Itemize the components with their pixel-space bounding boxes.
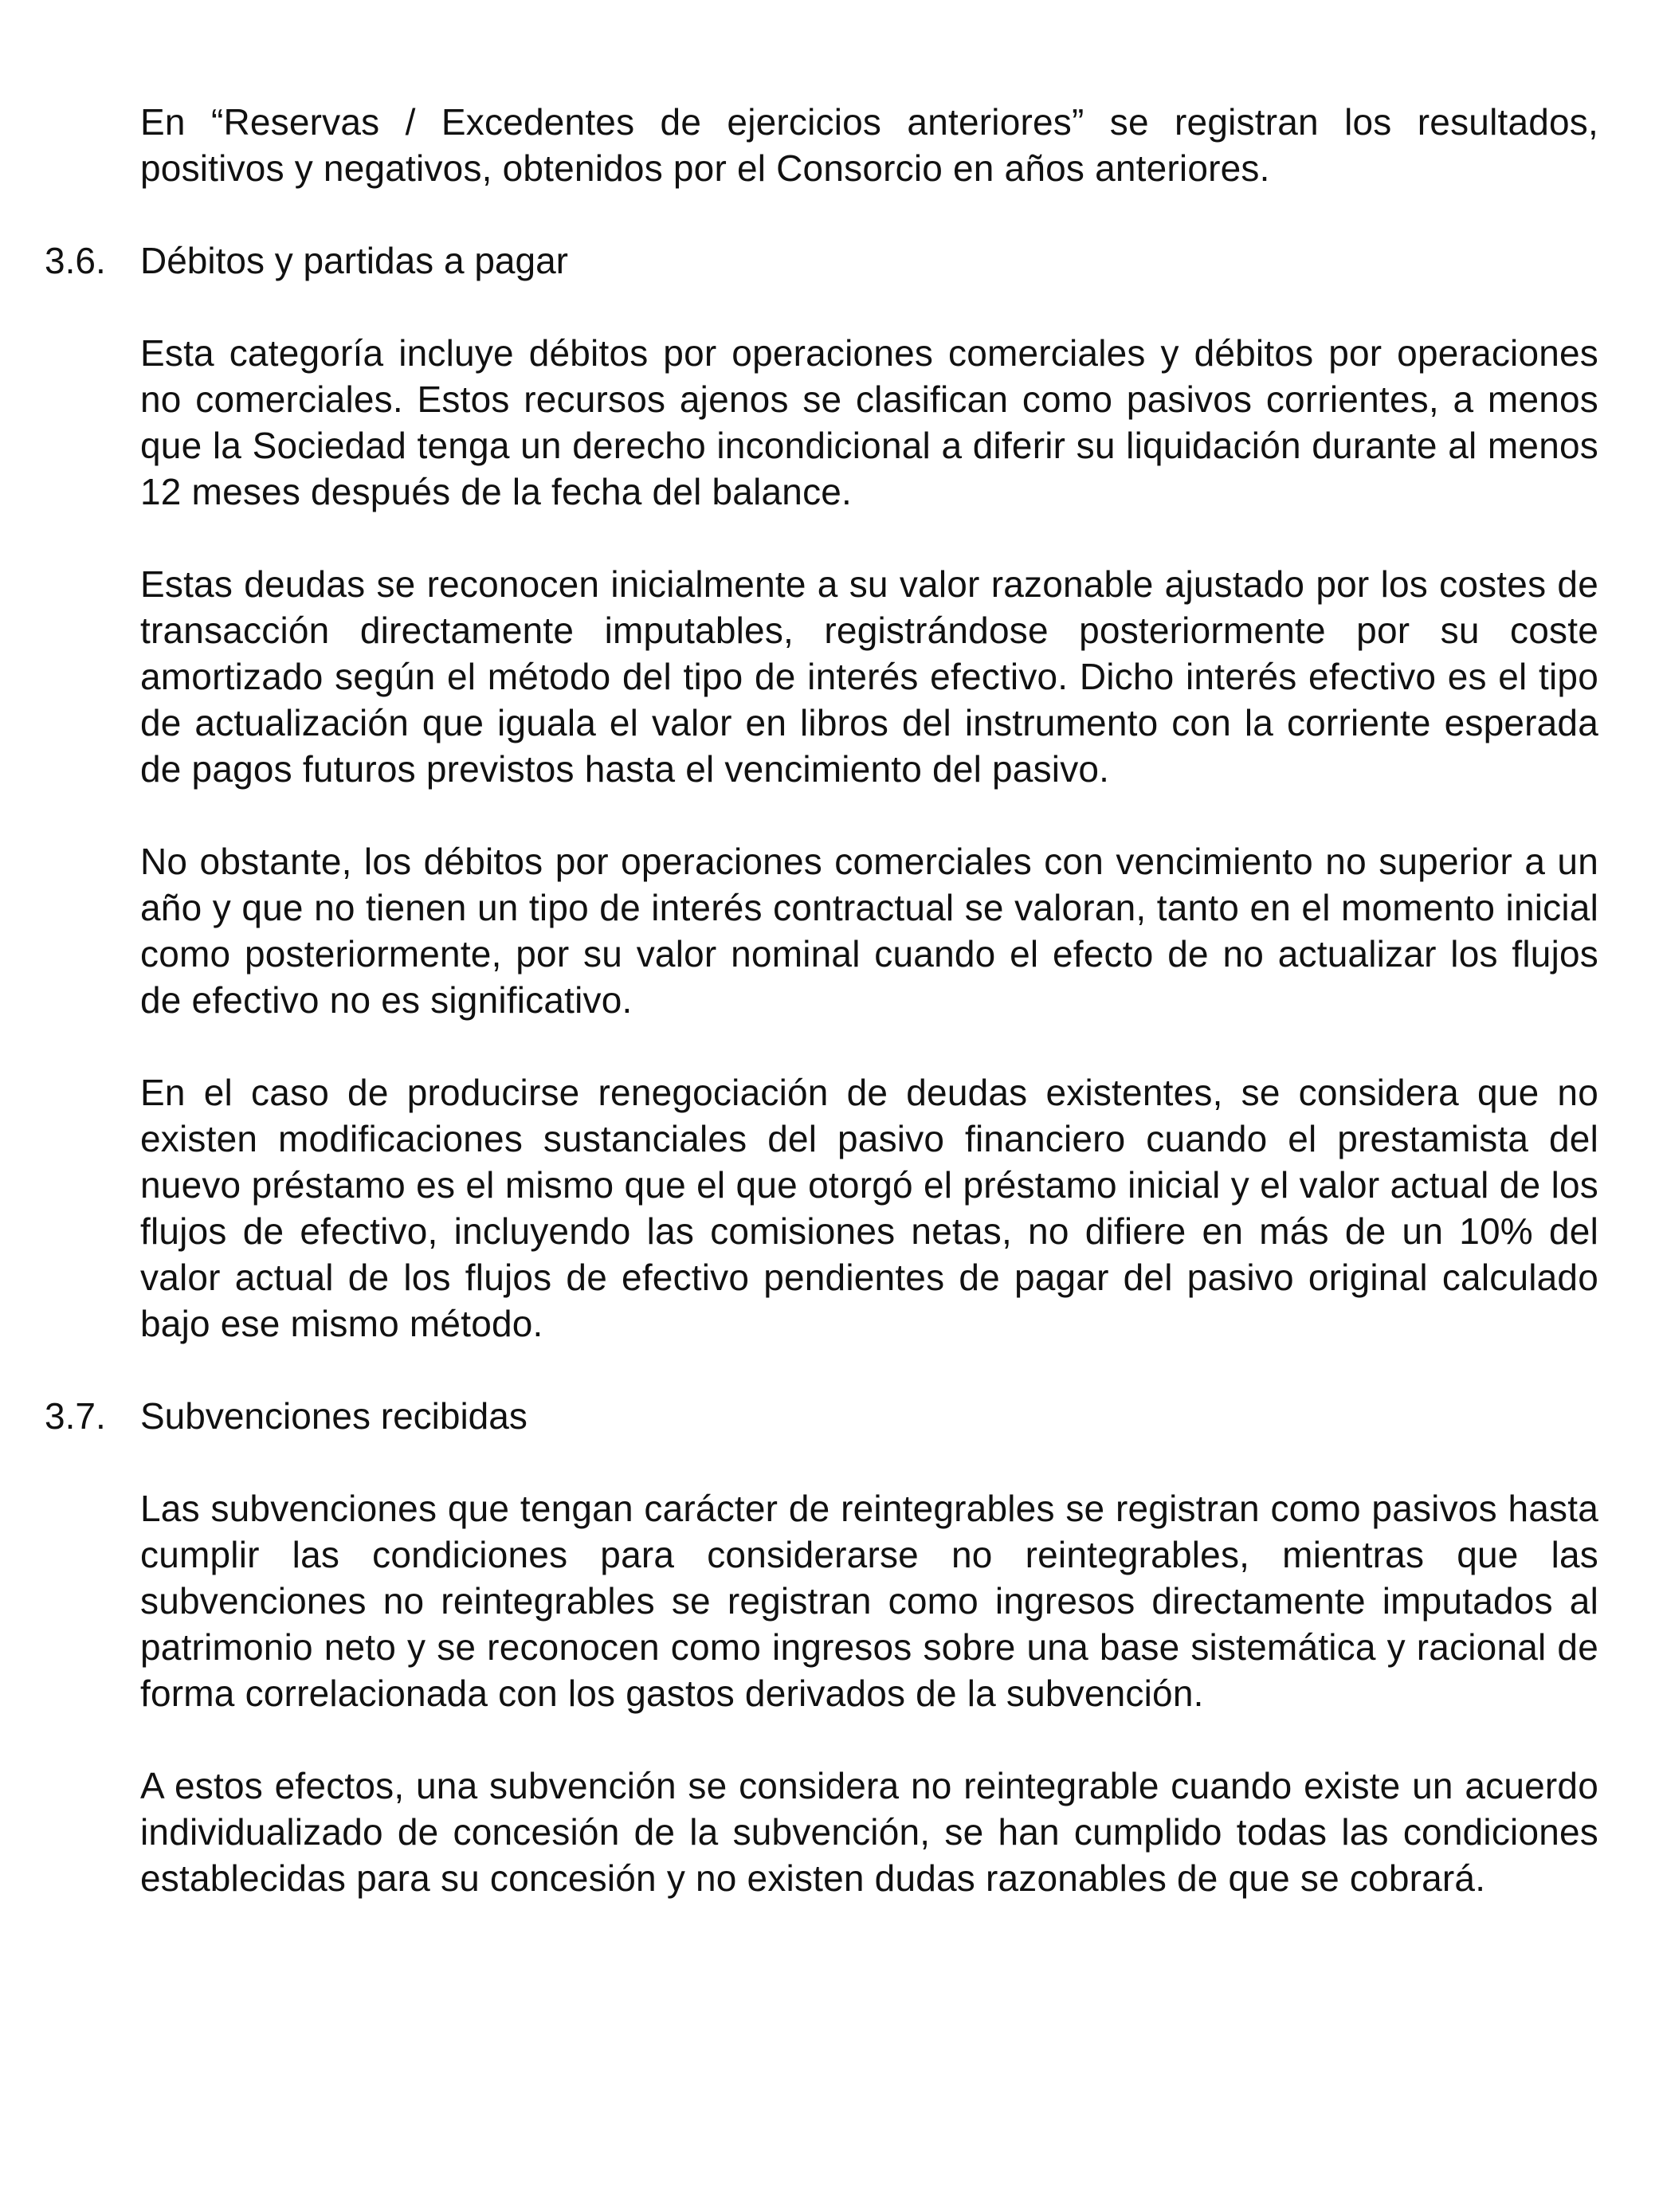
paragraph-3-6-2: Estas deudas se reconocen inicialmente a su valor razonable ajustado por los costes de transacción directamente imputables, registrándose posteriormente por su coste amortizado según el método del tipo de interés efectivo. Dicho interés efectivo es el tipo de actualización que iguala el valor en libros del instrumento con la corriente esperada de pagos futuros previstos hasta el vencimiento del pasivo. <box>140 563 1598 790</box>
section-heading-3-6 <box>45 237 568 284</box>
section-title: Débitos y partidas a pagar <box>140 240 568 281</box>
section-number: 3.7. <box>45 1395 106 1437</box>
paragraph-3-6-3: No obstante, los débitos por operaciones comerciales con vencimiento no superior a un año y que no tienen un tipo de interés contractual se valoran, tanto en el momento inicial como posteriormente, por su valor nominal cuando el efecto de no actualizar los flujos de efectivo no es significativo. <box>140 841 1598 1021</box>
section-heading-3-7 <box>45 1393 528 1439</box>
section-title: Subvenciones recibidas <box>140 1395 528 1437</box>
paragraph-3-6-4: En el caso de producirse renegociación de deudas existentes, se considera que no existen modificaciones sustanciales del pasivo financiero cuando el prestamista del nuevo préstamo es el mismo que el que otorgó el préstamo inicial y el valor actual de los flujos de efectivo, incluyendo las comisiones netas, no difiere en más de un 10% del valor actual de los flujos de efectivo pendientes de pagar del pasivo original calculado bajo ese mismo método. <box>140 1072 1598 1344</box>
paragraph-3-7-2: A estos efectos, una subvención se considera no reintegrable cuando existe un acuerdo individualizado de concesión de la subvención, se han cumplido todas las condiciones establecidas para su concesión y no existen dudas razonables de que se cobrará. <box>140 1765 1598 1899</box>
section-number: 3.6. <box>45 240 106 281</box>
intro-paragraph: En “Reservas / Excedentes de ejercicios anteriores” se registran los resultados, positivos y negativos, obtenidos por el Consorcio en años anteriores. <box>140 101 1598 189</box>
paragraph-3-6-1: Esta categoría incluye débitos por operaciones comerciales y débitos por operaciones no comerciales. Estos recursos ajenos se clasifican como pasivos corrientes, a menos que la Sociedad tenga un derecho incondicional a diferir su liquidación durante al menos 12 meses después de la fecha del balance. <box>140 332 1598 512</box>
paragraph-3-7-1: Las subvenciones que tengan carácter de reintegrables se registran como pasivos hasta cumplir las condiciones para considerarse no reintegrables, mientras que las subvenciones no reintegrables se registran como ingresos directamente imputados al patrimonio neto y se reconocen como ingresos sobre una base sistemática y racional de forma correlacionada con los gastos derivados de la subvención. <box>140 1488 1598 1714</box>
